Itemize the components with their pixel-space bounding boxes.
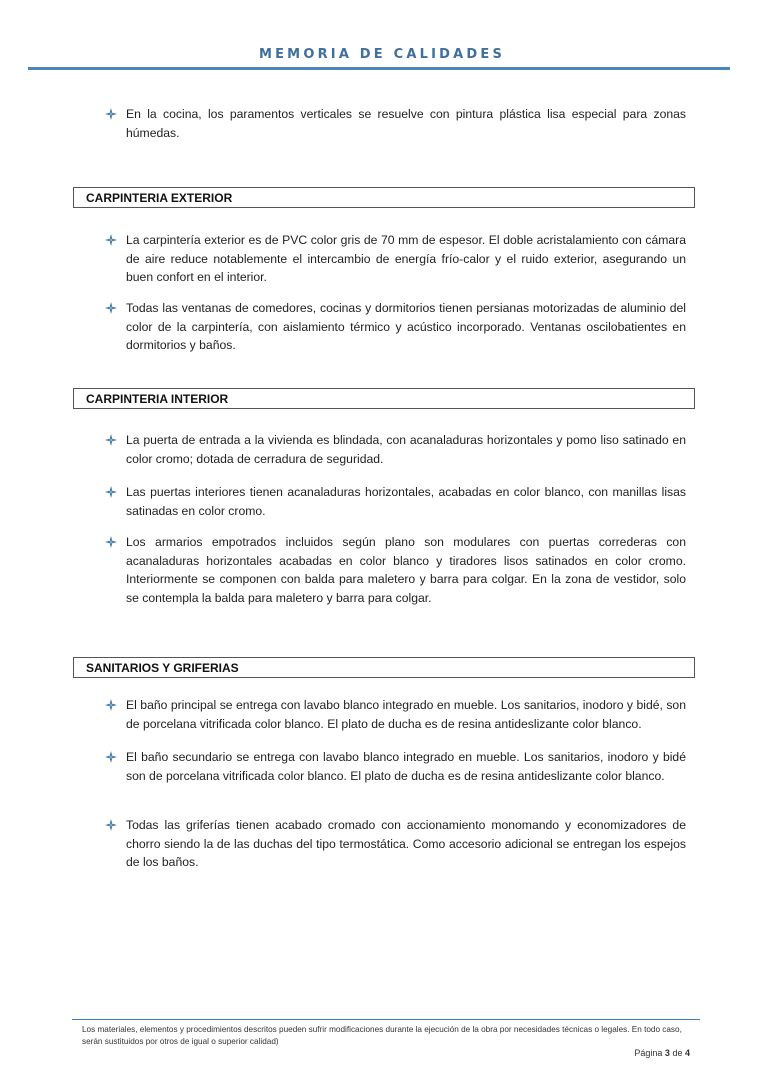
item-text: Las puertas interiores tienen acanaladuras horizontales, acabadas en color blanco, con manillas lisas satinadas en color cromo. <box>126 485 686 518</box>
section-heading-carpinteria-exterior <box>73 187 695 208</box>
list-item <box>0 483 764 520</box>
item-text: El baño secundario se entrega con lavabo blanco integrado en mueble. Los sanitarios, inodoro y bidé son de porcelana vitrificada color blanco. El plato de ducha es de resina antideslizante color blanco. <box>126 750 686 783</box>
pin-bullet-icon <box>104 233 118 247</box>
item-text: La puerta de entrada a la vivienda es blindada, con acanaladuras horizontales y pomo liso satinado en color cromo; dotada de cerradura de seguridad. <box>126 433 686 466</box>
pin-bullet-icon <box>104 433 118 447</box>
section-content-carpinteria-interior-3 <box>0 533 764 607</box>
section-content-carpinteria-interior-2 <box>0 483 764 520</box>
list-item <box>0 533 764 607</box>
pin-bullet-icon <box>104 698 118 712</box>
section-title: CARPINTERIA EXTERIOR <box>86 191 233 205</box>
list-item <box>0 748 764 785</box>
footer-divider <box>72 1019 700 1020</box>
section-content-sanitarios-2 <box>0 748 764 785</box>
item-text: En la cocina, los paramentos verticales se resuelve con pintura plástica lisa especial para zonas húmedas. <box>126 107 686 140</box>
item-text: La carpintería exterior es de PVC color gris de 70 mm de espesor. El doble acristalamiento con cámara de aire reduce notablemente el intercambio de energía frío-calor y el ruido exterior, asegurando un buen confort en el interior. <box>126 233 686 284</box>
list-item <box>0 696 764 733</box>
list-item <box>0 299 764 355</box>
page-of: de <box>672 1048 683 1058</box>
item-text: El baño principal se entrega con lavabo blanco integrado en mueble. Los sanitarios, inodoro y bidé, son de porcelana vitrificada color blanco. El plato de ducha es de resina antideslizante color blanco. <box>126 698 686 731</box>
list-item <box>0 231 764 287</box>
page-number <box>634 1048 690 1058</box>
page-total: 4 <box>684 1048 690 1058</box>
header-divider <box>28 67 730 70</box>
item-text: Todas las griferías tienen acabado cromado con accionamiento monomando y economizadores de chorro siendo la de las duchas del tipo termostática. Como accesorio adicional se entregan los espejos de los baños. <box>126 818 686 869</box>
page-current: 3 <box>664 1048 670 1058</box>
item-text: Todas las ventanas de comedores, cocinas y dormitorios tienen persianas motorizadas de aluminio del color de la carpintería, con aislamiento térmico y acústico incorporado. Ventanas oscilobatientes en dormitorios y baños. <box>126 301 686 352</box>
section-title: SANITARIOS Y GRIFERIAS <box>86 661 239 675</box>
pin-bullet-icon <box>104 535 118 549</box>
section-content-carpinteria-exterior <box>0 231 764 287</box>
intro-block <box>0 105 764 142</box>
section-heading-sanitarios-y-griferias <box>73 657 695 678</box>
pin-bullet-icon <box>104 750 118 764</box>
list-item <box>0 816 764 872</box>
item-text: Los armarios empotrados incluidos según plano son modulares con puertas correderas con acanaladuras horizontales acabadas en color blanco y tiradores lisos satinados en color cromo. Interiormente se componen con balda para maletero y barra para colgar. En la zona de vestidor, solo se contempla la balda para maletero y barra para colgar. <box>126 535 686 605</box>
list-item <box>0 105 764 142</box>
document-title: MEMORIA DE CALIDADES <box>258 47 506 62</box>
footer-disclaimer: Los materiales, elementos y procedimientos descritos pueden sufrir modificaciones durante la ejecución de la obra por necesidades técnicas o legales. En todo caso, serán sustituidos por otros de igual o superior calidad) <box>82 1025 682 1046</box>
list-item <box>0 431 764 468</box>
section-content-sanitarios <box>0 696 764 733</box>
pin-bullet-icon <box>104 485 118 499</box>
section-title: CARPINTERIA INTERIOR <box>86 392 229 406</box>
section-content-carpinteria-interior <box>0 431 764 468</box>
section-content-carpinteria-exterior-2 <box>0 299 764 355</box>
section-heading-carpinteria-interior <box>73 388 695 409</box>
page-label: Página <box>634 1048 663 1058</box>
section-content-sanitarios-3 <box>0 816 764 872</box>
pin-bullet-icon <box>104 818 118 832</box>
pin-bullet-icon <box>104 107 118 121</box>
pin-bullet-icon <box>104 301 118 315</box>
